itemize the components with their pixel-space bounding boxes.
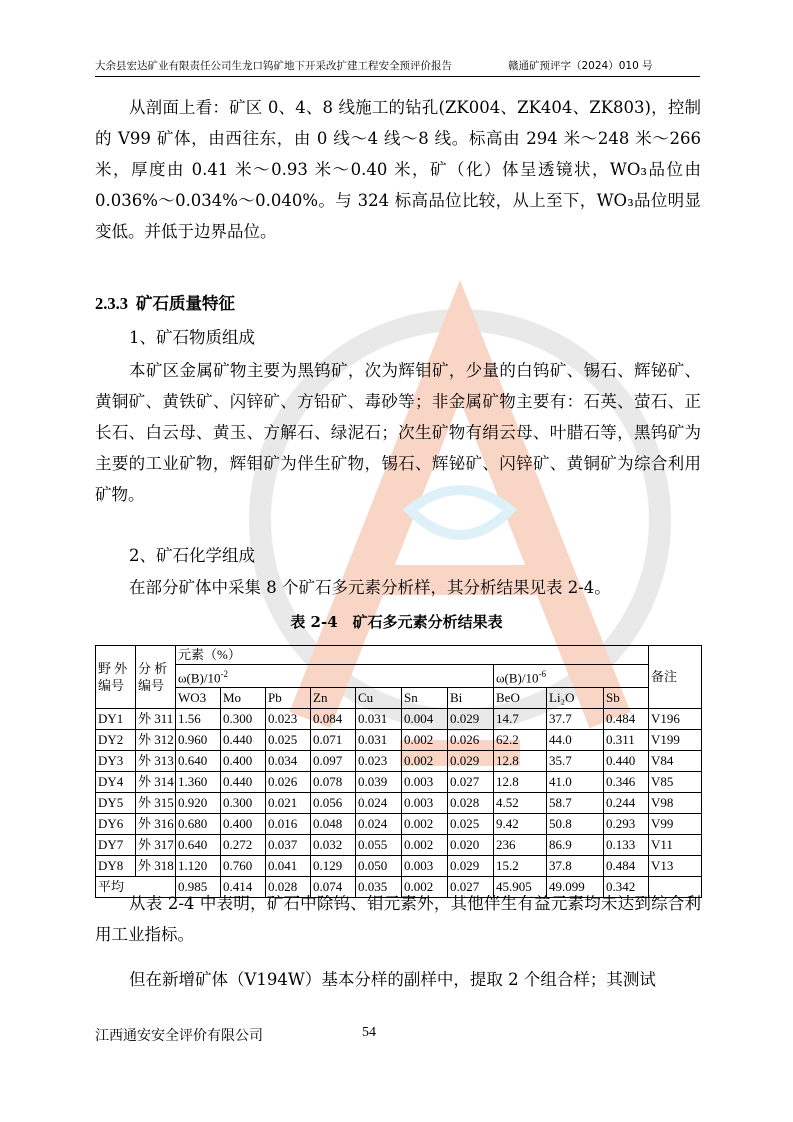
cell-value: 0.300	[221, 709, 266, 730]
cell-value: 0.760	[221, 856, 266, 877]
cell-field-number: DY8	[96, 856, 136, 877]
cell-average-value: 0.074	[311, 877, 356, 898]
cell-remark: V99	[649, 814, 702, 835]
cell-value: 0.920	[176, 793, 221, 814]
cell-value: 0.056	[311, 793, 356, 814]
cell-value: 4.52	[494, 793, 547, 814]
cell-value: 0.244	[604, 793, 649, 814]
cell-value: 0.048	[311, 814, 356, 835]
cell-value: 0.346	[604, 772, 649, 793]
section-title: 矿石质量特征	[136, 294, 235, 313]
cell-value: 0.020	[448, 835, 494, 856]
element-header: Cu	[356, 688, 402, 709]
header-report-number: 赣通矿预评字（2024）010 号	[508, 60, 653, 72]
cell-value: 1.120	[176, 856, 221, 877]
cell-value: 0.311	[604, 730, 649, 751]
subheading-mineral-composition: 1、矿石物质组成	[129, 328, 255, 347]
cell-value: 0.440	[604, 751, 649, 772]
element-header: WO3	[176, 688, 221, 709]
cell-value: 0.029	[448, 856, 494, 877]
cell-value: 0.026	[266, 772, 311, 793]
cell-analysis-number: 外 311	[136, 709, 176, 730]
cell-value: 1.360	[176, 772, 221, 793]
cell-value: 0.055	[356, 835, 402, 856]
element-header: Li₂O	[547, 688, 604, 709]
cell-value: 12.8	[494, 772, 547, 793]
cell-value: 0.484	[604, 709, 649, 730]
element-header: Mo	[221, 688, 266, 709]
cell-average-value: 0.985	[176, 877, 221, 898]
cell-value: 0.002	[402, 835, 448, 856]
cell-value: 0.400	[221, 751, 266, 772]
paragraph-sample-intro: 在部分矿体中采集 8 个矿石多元素分析样，其分析结果见表 2-4。	[129, 578, 611, 597]
cell-value: 0.129	[311, 856, 356, 877]
element-header: Sn	[402, 688, 448, 709]
cell-value: 12.8	[494, 751, 547, 772]
cell-average-value: 0.342	[604, 877, 649, 898]
cell-value: 58.7	[547, 793, 604, 814]
cell-value: 1.56	[176, 709, 221, 730]
subheading-chemical-composition: 2、矿石化学组成	[129, 546, 255, 565]
cell-value: 0.025	[266, 730, 311, 751]
cell-average-value: 45.905	[494, 877, 547, 898]
cell-value: 0.023	[266, 709, 311, 730]
header-field-number: 野 外编号	[96, 646, 136, 709]
cell-value: 0.133	[604, 835, 649, 856]
cell-value: 0.029	[448, 751, 494, 772]
cell-field-number: DY4	[96, 772, 136, 793]
cell-value: 0.028	[448, 793, 494, 814]
table-row	[96, 751, 702, 772]
cell-value: 86.9	[547, 835, 604, 856]
cell-value: 0.050	[356, 856, 402, 877]
footer-company: 江西通安安全评价有限公司	[95, 1028, 263, 1044]
cell-value: 0.002	[402, 814, 448, 835]
header-group-ppm: $\omega(B)/10^{-6}$	[494, 665, 649, 688]
cell-value: 0.097	[311, 751, 356, 772]
cell-field-number: DY3	[96, 751, 136, 772]
cell-value: 44.0	[547, 730, 604, 751]
table-row	[96, 793, 702, 814]
cell-value: 0.071	[311, 730, 356, 751]
cell-value: 37.8	[547, 856, 604, 877]
cell-value: 0.003	[402, 772, 448, 793]
cell-remark: V11	[649, 835, 702, 856]
paragraph-conclusion: 从表 2-4 中表明，矿石中除钨、钼元素外，其他伴生有益元素均未达到综合利用工业指标。	[95, 894, 701, 944]
cell-remark: V84	[649, 751, 702, 772]
cell-value: 62.2	[494, 730, 547, 751]
cell-value: 0.034	[266, 751, 311, 772]
cell-value: 0.029	[448, 709, 494, 730]
cell-analysis-number: 外 313	[136, 751, 176, 772]
cell-value: 0.041	[266, 856, 311, 877]
cell-field-number: DY2	[96, 730, 136, 751]
cell-average-label: 平均	[96, 877, 176, 898]
cell-value: 0.025	[448, 814, 494, 835]
paragraph-mineral-composition: 本矿区金属矿物主要为黑钨矿，次为辉钼矿，少量的白钨矿、锡石、辉铋矿、黄铜矿、黄铁矿、闪锌矿、方铅矿、毒砂等；非金属矿物主要有：石英、萤石、正长石、白云母、黄玉、方解石、绿泥石；次生矿物有绢云母、叶腊石等，黑钨矿为主要的工业矿物，辉钼矿为伴生矿物，锡石、辉铋矿、闪锌矿、黄铜矿为综合利用矿物。	[95, 361, 701, 504]
cell-value: 0.293	[604, 814, 649, 835]
cell-value: 0.003	[402, 793, 448, 814]
cell-value: 0.024	[356, 814, 402, 835]
table-body	[96, 709, 702, 898]
header-report-title: 大余县宏达矿业有限责任公司生龙口钨矿地下开采改扩建工程安全预评价报告	[95, 60, 452, 72]
cell-average-value: 0.027	[448, 877, 494, 898]
page-header	[95, 58, 700, 77]
cell-value: 0.037	[266, 835, 311, 856]
cell-value: 0.039	[356, 772, 402, 793]
header-analysis-number: 分 析编号	[136, 646, 176, 709]
section-heading	[95, 290, 235, 314]
element-analysis-table	[95, 645, 702, 898]
cell-remark: V98	[649, 793, 702, 814]
cell-value: 0.026	[448, 730, 494, 751]
cell-average-value: 49.099	[547, 877, 604, 898]
element-header: Pb	[266, 688, 311, 709]
cell-value: 0.680	[176, 814, 221, 835]
cell-value: 0.031	[356, 709, 402, 730]
page-number: 54	[362, 1025, 376, 1040]
cell-average-value: 0.028	[266, 877, 311, 898]
cell-analysis-number: 外 312	[136, 730, 176, 751]
cell-value: 0.031	[356, 730, 402, 751]
cell-value: 0.084	[311, 709, 356, 730]
cell-value: 14.7	[494, 709, 547, 730]
cell-value: 9.42	[494, 814, 547, 835]
cell-analysis-number: 外 318	[136, 856, 176, 877]
cell-value: 0.027	[448, 772, 494, 793]
cell-value: 0.004	[402, 709, 448, 730]
header-remark: 备注	[649, 646, 702, 709]
cell-value: 0.272	[221, 835, 266, 856]
cell-value: 0.440	[221, 772, 266, 793]
cell-field-number: DY1	[96, 709, 136, 730]
cell-analysis-number: 外 315	[136, 793, 176, 814]
cell-value: 0.960	[176, 730, 221, 751]
cell-value: 0.032	[311, 835, 356, 856]
cell-value: 0.003	[402, 856, 448, 877]
cell-value: 0.640	[176, 751, 221, 772]
cell-analysis-number: 外 316	[136, 814, 176, 835]
header-elements: 元素（%）	[176, 646, 649, 665]
cell-value: 50.8	[547, 814, 604, 835]
cell-value: 15.2	[494, 856, 547, 877]
cell-field-number: DY5	[96, 793, 136, 814]
paragraph-profile-analysis: 从剖面上看：矿区 0、4、8 线施工的钻孔(ZK004、ZK404、ZK803)，控制的 V99 矿体，由西往东，由 0 线～4 线～8 线。标高由 294 米～248 米～266 米，厚度由 0.41 米～0.93 米～0.40 米，矿（化）体呈透镜状，WO₃品位由 0.036%～0.034%～0.040%。与 324 标高品位比较，从上至下，WO₃品位明显变低。并低于边界品位。	[95, 98, 701, 241]
cell-remark: V196	[649, 709, 702, 730]
element-header: Bi	[448, 688, 494, 709]
table-row	[96, 856, 702, 877]
header-element-row	[96, 688, 702, 709]
paragraph-continuation: 但在新增矿体（V194W）基本分样的副样中，提取 2 个组合样；其测试	[129, 970, 656, 989]
cell-value: 0.440	[221, 730, 266, 751]
cell-average-value: 0.035	[356, 877, 402, 898]
cell-value: 0.024	[356, 793, 402, 814]
section-number: 2.3.3	[95, 294, 128, 313]
header-group-percent: $\omega(B)/10^{-2}$	[176, 665, 494, 688]
cell-field-number: DY6	[96, 814, 136, 835]
cell-value: 41.0	[547, 772, 604, 793]
cell-value: 0.078	[311, 772, 356, 793]
element-header: Zn	[311, 688, 356, 709]
cell-value: 0.002	[402, 730, 448, 751]
element-header: Sb	[604, 688, 649, 709]
table-row	[96, 814, 702, 835]
cell-value: 37.7	[547, 709, 604, 730]
cell-value: 0.400	[221, 814, 266, 835]
cell-remark: V199	[649, 730, 702, 751]
cell-remark: V85	[649, 772, 702, 793]
table-row	[96, 730, 702, 751]
cell-value: 0.484	[604, 856, 649, 877]
table-caption: 表 2-4 矿石多元素分析结果表	[290, 613, 503, 631]
cell-value: 0.016	[266, 814, 311, 835]
element-header: BeO	[494, 688, 547, 709]
cell-analysis-number: 外 317	[136, 835, 176, 856]
cell-remark: V13	[649, 856, 702, 877]
cell-analysis-number: 外 314	[136, 772, 176, 793]
table-row	[96, 709, 702, 730]
cell-value: 0.021	[266, 793, 311, 814]
cell-value: 0.640	[176, 835, 221, 856]
table-row	[96, 772, 702, 793]
table-row	[96, 835, 702, 856]
cell-value: 0.023	[356, 751, 402, 772]
cell-field-number: DY7	[96, 835, 136, 856]
cell-value: 35.7	[547, 751, 604, 772]
cell-value: 0.300	[221, 793, 266, 814]
cell-average-value: 0.002	[402, 877, 448, 898]
cell-average-value: 0.414	[221, 877, 266, 898]
cell-value: 236	[494, 835, 547, 856]
cell-value: 0.002	[402, 751, 448, 772]
